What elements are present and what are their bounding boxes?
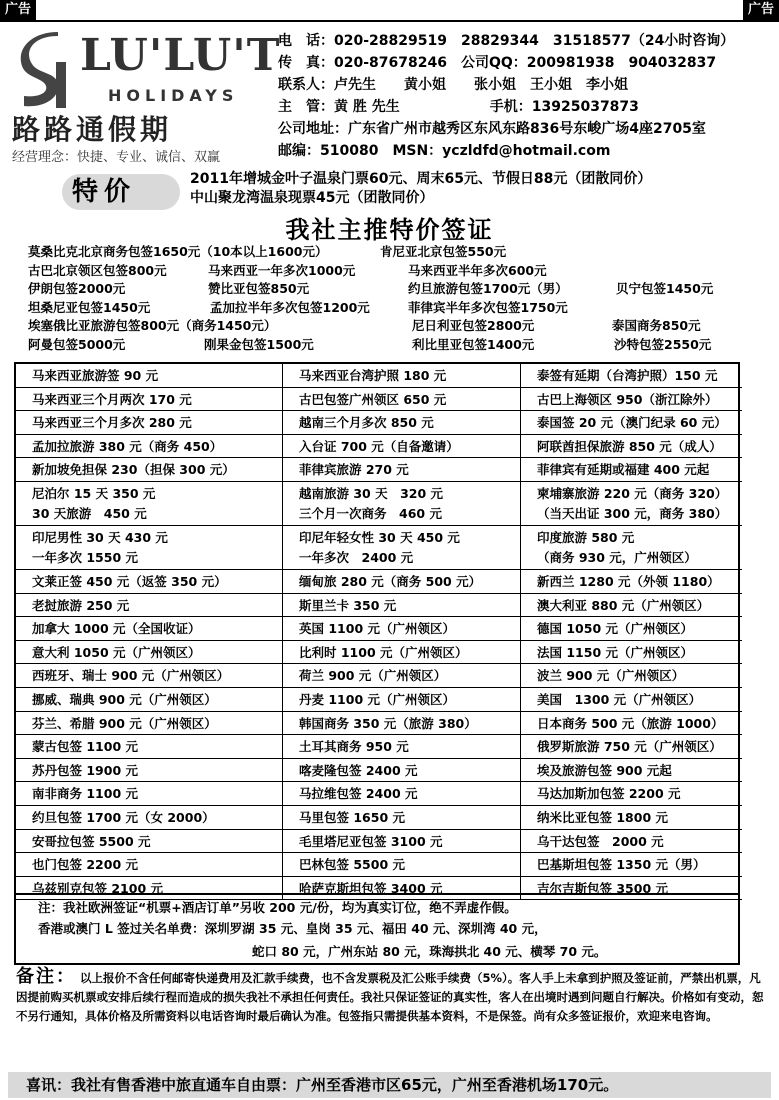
visa-cell xyxy=(521,712,742,736)
visa-cell xyxy=(521,688,742,712)
featured-row xyxy=(28,336,768,355)
featured-row xyxy=(28,299,768,318)
visa-cell xyxy=(16,364,283,388)
visa-cell-line: 越南旅游 30 天 320 元 xyxy=(299,485,444,501)
qq: 公司QQ：200981938 904032837 xyxy=(460,55,717,71)
visa-cell-line: 尼泊尔 15 天 350 元 xyxy=(32,485,156,501)
visa-cell-line: 马来西亚三个月多次 280 元 xyxy=(32,415,192,431)
fax: 传 真：020-87678246 xyxy=(278,55,447,71)
visa-cell-line: 芬兰、希腊 900 元（广州领区） xyxy=(32,715,217,731)
visa-cell xyxy=(521,594,742,618)
visa-cell-line: 缅甸旅 280 元（商务 500 元） xyxy=(299,573,482,589)
visa-cell-line: 荷兰 900 元（广州领区） xyxy=(299,668,447,684)
visa-cell-line: 古巴包签广州领区 650 元 xyxy=(299,391,447,407)
visa-cell-line: 毛里塔尼亚包签 3100 元 xyxy=(299,833,443,849)
visa-cell-line: 一年多次 1550 元 xyxy=(32,549,138,565)
visa-cell-line: 乌兹别克包签 2100 元 xyxy=(32,880,163,896)
visa-cell-line: 一年多次 2400 元 xyxy=(299,549,414,565)
visa-cell-line: 丹麦 1100 元（广州领区） xyxy=(299,691,455,707)
visa-cell-line: 30 天旅游 450 元 xyxy=(32,505,147,521)
visa-cell xyxy=(283,688,521,712)
visa-cell xyxy=(283,853,521,877)
featured-item: 利比里亚包签1400元 xyxy=(412,336,535,352)
visa-cell xyxy=(16,526,283,570)
visa-cell-line: 日本商务 500 元（旅游 1000） xyxy=(537,715,724,731)
visa-cell xyxy=(283,782,521,806)
featured-row xyxy=(28,280,768,299)
visa-cell xyxy=(283,759,521,783)
visa-cell xyxy=(521,526,742,570)
phone-line: 电 话：020-28829519 28829344 31518577（24小时咨询） xyxy=(278,33,735,49)
visa-cell xyxy=(283,364,521,388)
featured-row xyxy=(28,262,768,281)
visa-cell-line: （当天出证 300 元，商务 380） xyxy=(537,505,728,521)
featured-item: 泰国商务850元 xyxy=(612,318,701,333)
visa-cell-line: 老挝旅游 250 元 xyxy=(32,597,130,613)
visa-cell-line: 安哥拉包签 5500 元 xyxy=(32,833,151,849)
fax-qq-line xyxy=(278,52,778,74)
visa-cell xyxy=(283,526,521,570)
visa-cell-line: 乌干达包签 2000 元 xyxy=(537,833,664,849)
remarks xyxy=(16,967,771,1026)
visa-cell-line: 新西兰 1280 元（外领 1180） xyxy=(537,573,720,589)
featured-item: 伊朗包签2000元 xyxy=(28,281,126,296)
visa-cell-line: 埃及旅游包签 900 元起 xyxy=(537,762,672,778)
visa-cell xyxy=(283,830,521,854)
visa-cell xyxy=(16,759,283,783)
visa-cell xyxy=(16,388,283,412)
visa-cell xyxy=(521,388,742,412)
featured-visas xyxy=(28,243,768,354)
visa-cell xyxy=(16,853,283,877)
visa-cell-line: 马达加斯加包签 2200 元 xyxy=(537,786,681,802)
featured-item: 埃塞俄比亚旅游包签800元（商务1450元） xyxy=(28,318,277,333)
special-price-badge: 特价 xyxy=(62,174,180,210)
featured-item: 马来西亚一年多次1000元 xyxy=(208,262,356,278)
visa-cell-line: 比利时 1100 元（广州领区） xyxy=(299,644,468,660)
visa-cell xyxy=(283,435,521,459)
visa-cell-line: 泰国签 20 元（澳门纪录 60 元） xyxy=(537,415,727,431)
visa-cell-line: 蒙古包签 1100 元 xyxy=(32,739,138,755)
visa-cell xyxy=(16,411,283,435)
hk-macau-note: 香港或澳门 L 签过关名单费：深圳罗湖 35 元、皇岗 35 元、福田 40 元、深圳湾 40 元， xyxy=(38,921,547,936)
visa-cell-line: 新加坡免担保 230（担保 300 元） xyxy=(32,462,235,478)
swirl-logo-icon xyxy=(18,32,70,112)
visa-cell xyxy=(283,806,521,830)
visa-cell xyxy=(521,853,742,877)
visa-cell xyxy=(16,664,283,688)
visa-cell-line: 美国 1300 元（广州领区） xyxy=(537,691,702,707)
visa-cell-line: 马来西亚台湾护照 180 元 xyxy=(299,368,447,383)
visa-cell-line: 菲律宾旅游 270 元 xyxy=(299,462,409,478)
featured-item: 贝宁包签1450元 xyxy=(616,281,714,296)
featured-item: 刚果金包签1500元 xyxy=(204,336,314,352)
visa-cell-line: 加拿大 1000 元（全国收证） xyxy=(32,621,201,637)
visa-cell-line: 韩国商务 350 元（旅游 380） xyxy=(299,715,477,731)
visa-cell-line: 入台证 700 元（自备邀请） xyxy=(299,438,459,454)
visa-cell xyxy=(521,617,742,641)
visa-cell-line: 印尼男性 30 天 430 元 xyxy=(32,529,168,545)
visa-cell-line: 澳大利亚 880 元（广州领区） xyxy=(537,597,710,613)
visa-cell xyxy=(521,806,742,830)
brand-en: LU'LU'T xyxy=(80,30,281,81)
featured-item: 沙特包签2550元 xyxy=(614,336,712,352)
visa-cell xyxy=(16,641,283,665)
visa-price-table xyxy=(14,362,740,895)
visa-cell xyxy=(16,594,283,618)
featured-item: 古巴北京领区包签800元 xyxy=(28,262,167,278)
featured-item: 莫桑比克北京商务包签1650元（10本以上1600元） xyxy=(28,244,328,259)
visa-cell-line: 意大利 1050 元（广州领区） xyxy=(32,644,201,660)
visa-cell xyxy=(16,735,283,759)
visa-cell xyxy=(521,435,742,459)
visa-cell xyxy=(16,617,283,641)
visa-cell-line: 马来西亚三个月两次 170 元 xyxy=(32,391,192,407)
visa-cell xyxy=(283,594,521,618)
contact-people: 联系人：卢先生 黄小姐 张小姐 王小姐 李小姐 xyxy=(278,77,628,93)
visa-cell xyxy=(16,482,283,526)
promo-section xyxy=(62,170,762,212)
visa-cell xyxy=(283,617,521,641)
remarks-text: 以上报价不含任何邮寄快递费用及汇款手续费，也不含发票税及汇公账手续费（5%）。客人手上未拿到护照及签证前，严禁出机票，凡因提前购买机票或安排后续行程而造成的损失我社不承担任何责任。我社只保证签证的真实性，客人在出境时遇到问题自行解决。价格如有变动，恕不另行通知，具体价格及所需资料以电话咨询时最后确认为准。包签指只需提供基本资料，不是保签。尚有众多签证报价，欢迎来电咨询。 xyxy=(16,971,764,1023)
email-line: 邮编：510080 MSN：yczldfd@hotmail.com xyxy=(278,143,611,159)
featured-item: 尼日利亚包签2800元 xyxy=(412,318,535,333)
ad-label-right: 广告 xyxy=(743,0,779,20)
promo-line: 2011年增城金叶子温泉门票60元、周末65元、节假日88元（团散同价） xyxy=(190,171,652,187)
featured-item: 赞比亚包签850元 xyxy=(208,281,310,296)
visa-cell-line: 吉尔吉斯包签 3500 元 xyxy=(537,880,668,896)
visa-cell xyxy=(16,688,283,712)
visa-cell xyxy=(521,735,742,759)
featured-item: 肯尼亚北京包签550元 xyxy=(380,244,507,259)
visa-cell-line: 也门包签 2200 元 xyxy=(32,857,138,873)
promo-line: 中山聚龙湾温泉现票45元（团散同价） xyxy=(190,190,434,206)
visa-cell-line: 哈萨克斯坦包签 3400 元 xyxy=(299,880,443,896)
visa-cell-line: 古巴上海领区 950（浙江除外） xyxy=(537,391,718,407)
bottom-banner xyxy=(8,1072,771,1098)
bottom-banner-text: 喜讯：我社有售香港中旅直通车自由票：广州至香港市区65元，广州至香港机场170元。 xyxy=(26,1076,619,1094)
visa-cell xyxy=(283,735,521,759)
visa-cell-line: 印尼年轻女性 30 天 450 元 xyxy=(299,529,460,545)
europe-note: 注：我社欧洲签证“机票+酒店订单”另收 200 元/份，均为真实订位，绝不弄虚作假。 xyxy=(38,900,517,915)
visa-cell-line: （商务 930 元，广州领区） xyxy=(537,549,697,565)
hk-macau-note-cont: 蛇口 80 元，广州东站 80 元，珠海拱北 40 元、横琴 70 元。 xyxy=(252,944,607,959)
visa-cell-line: 斯里兰卡 350 元 xyxy=(299,597,397,613)
visa-cell-line: 英国 1100 元（广州领区） xyxy=(299,621,455,637)
main-title: 我社主推特价签证 xyxy=(285,216,494,244)
visa-cell xyxy=(16,830,283,854)
brand-holidays: HOLIDAYS xyxy=(108,86,239,105)
slogan: 经营理念：快捷、专业、诚信、双赢 xyxy=(12,150,221,165)
visa-cell xyxy=(521,641,742,665)
visa-cell-line: 菲律宾有延期或福建 400 元起 xyxy=(537,462,710,478)
visa-cell-line: 土耳其商务 950 元 xyxy=(299,739,409,755)
visa-cell-line: 印度旅游 580 元 xyxy=(537,529,635,545)
visa-cell xyxy=(283,482,521,526)
visa-cell-line: 约旦包签 1700 元（女 2000） xyxy=(32,809,215,825)
company-logo xyxy=(8,28,281,165)
visa-cell-line: 西班牙、瑞士 900 元（广州领区） xyxy=(32,668,230,684)
ad-label-left: 广告 xyxy=(0,0,36,20)
visa-cell-line: 德国 1050 元（广州领区） xyxy=(537,621,693,637)
notes-box xyxy=(14,895,740,965)
visa-cell xyxy=(521,411,742,435)
featured-item: 菲律宾半年多次包签1750元 xyxy=(408,299,568,315)
visa-cell xyxy=(521,482,742,526)
visa-cell xyxy=(16,712,283,736)
visa-cell-line: 巴林包签 5500 元 xyxy=(299,857,405,873)
visa-cell-line: 南非商务 1100 元 xyxy=(32,786,138,802)
visa-cell xyxy=(521,570,742,594)
visa-cell xyxy=(521,458,742,482)
visa-cell xyxy=(283,388,521,412)
visa-cell xyxy=(521,782,742,806)
manager: 主 管：黄 胜 先生 xyxy=(278,99,400,115)
visa-cell-line: 文莱正签 450 元（返签 350 元） xyxy=(32,573,227,589)
visa-cell-line: 孟加拉旅游 380 元（商务 450） xyxy=(32,438,223,454)
visa-cell-line: 喀麦隆包签 2400 元 xyxy=(299,762,418,778)
visa-cell xyxy=(521,830,742,854)
visa-cell-line: 马里包签 1650 元 xyxy=(299,809,405,825)
manager-line xyxy=(278,96,778,118)
featured-row xyxy=(28,243,768,262)
visa-cell-line: 越南三个月多次 850 元 xyxy=(299,415,434,431)
featured-item: 坦桑尼亚包签1450元 xyxy=(28,299,151,315)
visa-cell-line: 俄罗斯旅游 750 元（广州领区） xyxy=(537,739,722,755)
visa-cell-line: 阿联酋担保旅游 850 元（成人） xyxy=(537,438,722,454)
visa-cell xyxy=(16,458,283,482)
visa-cell xyxy=(16,806,283,830)
visa-cell xyxy=(283,570,521,594)
remarks-label: 备注： xyxy=(16,966,76,987)
visa-cell-line: 巴基斯坦包签 1350 元（男） xyxy=(537,857,706,873)
address: 公司地址：广东省广州市越秀区东风东路836号东峻广场4座2705室 xyxy=(278,121,706,137)
featured-row xyxy=(28,317,768,336)
visa-cell-line: 纳米比亚包签 1800 元 xyxy=(537,809,668,825)
visa-cell xyxy=(283,458,521,482)
visa-cell xyxy=(283,641,521,665)
brand-cn: 路路通假期 xyxy=(12,113,173,146)
visa-cell-line: 三个月一次商务 460 元 xyxy=(299,505,442,521)
visa-cell-line: 法国 1150 元（广州领区） xyxy=(537,644,693,660)
visa-cell-line: 泰签有延期（台湾护照）150 元 xyxy=(537,368,718,383)
featured-item: 马来西亚半年多次600元 xyxy=(408,262,547,278)
visa-cell xyxy=(16,782,283,806)
visa-cell xyxy=(521,364,742,388)
visa-cell xyxy=(16,435,283,459)
visa-cell xyxy=(283,411,521,435)
featured-item: 孟加拉半年多次包签1200元 xyxy=(210,299,370,315)
visa-cell-line: 马拉维包签 2400 元 xyxy=(299,786,418,802)
visa-cell xyxy=(283,712,521,736)
visa-cell-line: 苏丹包签 1900 元 xyxy=(32,762,138,778)
top-divider xyxy=(0,20,779,22)
visa-cell xyxy=(521,759,742,783)
mobile: 手机：13925037873 xyxy=(489,99,639,115)
visa-cell-line: 波兰 900 元（广州领区） xyxy=(537,668,685,684)
visa-cell xyxy=(16,570,283,594)
visa-cell xyxy=(283,664,521,688)
visa-cell xyxy=(521,664,742,688)
visa-cell-line: 挪威、瑞典 900 元（广州领区） xyxy=(32,691,217,707)
visa-cell-line: 马来西亚旅游签 90 元 xyxy=(32,368,159,383)
contact-block xyxy=(278,30,778,162)
featured-item: 约旦旅游包签1700元（男） xyxy=(408,281,568,296)
featured-item: 阿曼包签5000元 xyxy=(28,336,126,352)
visa-cell-line: 柬埔寨旅游 220 元（商务 320） xyxy=(537,485,728,501)
